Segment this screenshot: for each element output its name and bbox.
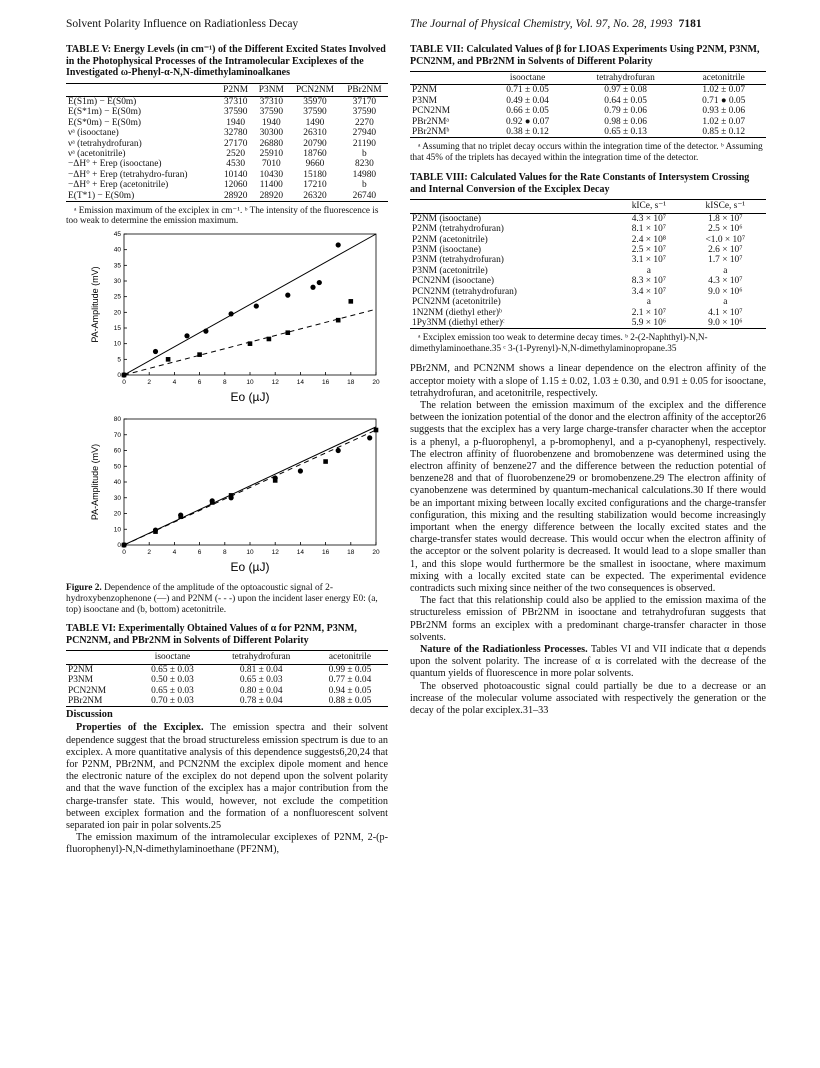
table7 [410, 71, 766, 138]
data-point-square [374, 428, 379, 433]
table5-cell: 32780 [223, 128, 248, 139]
y-tick-label: 50 [113, 463, 121, 471]
x-tick-label: 8 [222, 378, 227, 386]
table7-cell: 1.02 ± 0.07 [702, 85, 746, 96]
table8-cell: 2.4 × 10⁸ [631, 234, 667, 245]
table8-cell: P3NM (acetonitrile) [412, 265, 488, 276]
table7-row [410, 85, 766, 96]
body-p4-heading: Nature of the Radiationless Processes. [420, 643, 588, 655]
table6-header-cell: acetonitrile [312, 651, 388, 664]
table8-cell: 8.1 × 10⁷ [631, 224, 667, 235]
table5-cell: E(T*1) − E(S0m) [68, 190, 135, 201]
table8-cell: 5.9 × 10⁶ [631, 317, 667, 328]
table8-row [410, 308, 766, 318]
table8-cell: 2.6 × 10⁷ [708, 245, 743, 256]
data-point-square [122, 543, 127, 548]
table6-header-cell [66, 651, 134, 664]
table5-header-cell: P3NM [253, 83, 289, 96]
body-paragraph-1: PBr2NM, and PCN2NM shows a linear dependence on the electron affinity of the acceptor moiety with a slope of 1.15 ± 0.02, 1.03 ± 0.30, and 0.91 ± 0.05 for isooctane, tetrahydrofuran, and acetonitrile, respectively. [410, 363, 766, 399]
table8 [410, 199, 766, 329]
table7-cell: 0.71 ● 0.05 [702, 95, 746, 106]
table6-cell: 0.65 ± 0.03 [239, 675, 283, 686]
table5-cell: 37590 [223, 107, 248, 118]
table8-row [410, 224, 766, 234]
data-point-square [336, 318, 341, 323]
table6-cell: 0.81 ± 0.04 [239, 664, 283, 675]
data-point-square [210, 500, 215, 505]
table6-row [66, 664, 388, 675]
table5-cell: 37310 [223, 96, 248, 107]
table6-cell: 0.78 ± 0.04 [239, 695, 283, 706]
figure2-caption-label: Figure 2. [66, 582, 102, 593]
table5-cell: 37590 [303, 107, 327, 118]
figure2b-plot [66, 411, 388, 581]
body-paragraph-5: The observed photoacoustic signal could partially be due to a decrease or an increase of the molecular volume associated with respectively the generation or the decay of the polar exciplex.31–33 [410, 680, 766, 716]
table8-header-cell: kICe, s⁻¹ [613, 200, 685, 213]
y-tick-label: 40 [113, 478, 121, 486]
table6-cell: 0.65 ± 0.03 [151, 685, 194, 696]
table5-cell: 20790 [303, 138, 327, 149]
table8-footnote: ᵃ Exciplex emission too weak to determine decay times. ᵇ 2-(2-Naphthyl)-N,N-dimethylaminoethane.35 ᶜ 3-(1-Pyrenyl)-N,N-dimethylaminopropane.35 [410, 332, 708, 353]
x-tick-label: 20 [372, 548, 380, 556]
table7-cell: PBr2NMᵇ [412, 127, 450, 138]
table8-cell: <1.0 × 10⁷ [705, 234, 746, 245]
table6-header-cell: isooctane [134, 651, 210, 664]
table8-row [410, 235, 766, 245]
table6-title: TABLE VI: Experimentally Obtained Values of α for P2NM, P3NM, PCN2NM, and PBr2NM in Solvents of Different Polarity [66, 623, 357, 646]
table8-cell: 8.3 × 10⁷ [631, 276, 667, 287]
data-point-square [248, 341, 253, 346]
table8-row [410, 318, 766, 329]
y-tick-label: 10 [113, 340, 121, 348]
table8-cell: 2.5 × 10⁶ [708, 224, 743, 235]
data-point-square [273, 478, 278, 483]
figure2-caption [66, 583, 388, 615]
table7-cell: 0.97 ± 0.08 [604, 85, 647, 96]
y-axis-label: PA-Amplitude (mV) [90, 443, 100, 521]
table7-footnote: ᵃ Assuming that no triplet decay occurs within the integration time of the detector. ᵇ Assuming that 45% of the triplets has decayed within the integration time of the detector. [410, 141, 763, 162]
data-point-circle [336, 242, 341, 247]
table5-row [66, 107, 388, 117]
table6-cell: 0.88 ± 0.05 [328, 695, 372, 706]
table5-header-cell [66, 83, 218, 96]
x-tick-label: 8 [222, 548, 227, 556]
table7-header-cell [410, 72, 485, 85]
table5-row [66, 128, 388, 138]
table5-cell: 12060 [223, 180, 248, 191]
table5-cell: 28920 [223, 190, 248, 201]
table8-cell: 1Py3NM (diethyl ether)ᶜ [412, 317, 505, 328]
table7-cell: 0.64 ± 0.05 [604, 95, 647, 106]
table5-cell: νᵃ (acetonitrile) [68, 148, 126, 159]
discussion-p1-heading: Properties of the Exciplex. [76, 722, 204, 734]
y-tick-label: 15 [113, 324, 121, 332]
discussion-paragraph-2: The emission maximum of the intramolecular exciplexes of P2NM, 2-(p-fluorophenyl)-N,N-dimethylaminoethane (PF2NM), [66, 832, 388, 856]
data-point-circle [298, 468, 303, 473]
table5-cell: 26320 [303, 190, 327, 201]
table5-cell: νᵃ (isooctane) [68, 128, 119, 139]
y-tick-label: 45 [113, 230, 121, 238]
journal-header [410, 18, 702, 30]
y-tick-label: 35 [113, 262, 121, 270]
table8-row [410, 276, 766, 286]
table8-cell: 1N2NM (diethyl ether)ᵇ [412, 307, 502, 318]
table5-cell: 15180 [303, 169, 327, 180]
table8-title: TABLE VIII: Calculated Values for the Rate Constants of Intersystem Crossing and Internal Conversion of the Exciplex Decay [410, 172, 750, 195]
discussion-heading: Discussion [66, 709, 113, 721]
table5-cell: −ΔH° + Erep (isooctane) [68, 159, 162, 170]
x-tick-label: 20 [372, 378, 380, 386]
figure2-caption-text: Dependence of the amplitude of the optoacoustic signal of 2-hydroxybenzophenone (—) and P2NM (- - -) upon the incident laser energy E0: (a, top) isooctane and (b, bottom) acetonitrile. [66, 582, 378, 615]
table8-row [410, 287, 766, 297]
table5-cell: 14980 [352, 169, 377, 180]
table5-cell: 7010 [261, 159, 281, 170]
body-paragraph-2: The relation between the emission maximum of the exciplex and the difference between the ionization potential of the donor and the electron affinity of the acceptor26 suggests that the exciplex has a very large charge-transfer character when the acceptor is a phenyl, a p-fluorophenyl, a p-bromophenyl, and a p-cyanophenyl, respectively. The electron affinity of fluorobenzene and bromobenzene was determined using the electron affinity of benzene27 and the difference between the reduction potential of benzene28 and that of fluorobenzene29 or bromobenzene.29 The electron affinity of cyanobenzene was determined by quantum-mechanical calculations.30 If there would be an important mixing between locally excited configurations and the charge-transfer configuration, this mixing and the resulting stabilization would become increasingly important when the energy difference between the locally excited states and the charge-transfer states would decrease. This would occur when the electron affinity of the acceptor or the solvent polarity is decreased. It would lead to a slope smaller than 1, and this slope would furthermore be the smallest in isooctane, where maximum mixing with a locally excited state can be expected. The experimental evidence contradicts such mixing since neither of the two consequences is observed. [410, 399, 766, 594]
table7-cell: P2NM [412, 85, 438, 96]
y-tick-label: 0 [117, 541, 121, 549]
table5-cell: 37590 [352, 107, 377, 118]
table5-row [66, 191, 388, 202]
table5-cell: 30300 [259, 128, 284, 139]
table5-cell: −ΔH° + Erep (acetonitrile) [68, 180, 169, 191]
table7-cell: P3NM [412, 95, 438, 106]
table8-cell: 9.0 × 10⁶ [708, 317, 743, 328]
table8-row [410, 245, 766, 255]
table5-cell: 28920 [259, 190, 284, 201]
table5-cell: 26740 [352, 190, 377, 201]
table5-cell: 18760 [303, 148, 327, 159]
table5-header-cell: P2NM [218, 83, 254, 96]
y-tick-label: 0 [117, 371, 121, 379]
table5-row [66, 149, 388, 159]
table8-cell: 2.5 × 10⁷ [631, 245, 667, 256]
table7-header-cell: tetrahydrofuran [570, 72, 682, 85]
table5-footnote: ᵃ Emission maximum of the exciplex in cm⁻¹. ᵇ The intensity of the fluorescence is too weak to determine the emission maximum. [66, 204, 379, 226]
table8-cell: PCN2NM (isooctane) [412, 276, 495, 287]
table5-cell: E(S1m) − E(S0m) [68, 96, 137, 107]
y-tick-label: 25 [113, 293, 121, 301]
table5-cell: 2520 [226, 148, 246, 159]
table6 [66, 650, 388, 707]
data-point-circle [367, 435, 372, 440]
x-tick-label: 6 [197, 548, 202, 556]
table5-cell: νᵃ (tetrahydrofuran) [68, 138, 142, 149]
data-point-circle [153, 349, 158, 354]
table7-cell: 0.92 ● 0.07 [505, 116, 550, 127]
table8-cell: PCN2NM (acetonitrile) [412, 297, 501, 308]
table5-cell: b [362, 148, 367, 159]
table5-row [66, 96, 388, 107]
fit-line-solid [124, 427, 376, 545]
table6-cell: 0.70 ± 0.03 [151, 695, 194, 706]
x-tick-label: 4 [172, 548, 177, 556]
table5-cell: 1940 [226, 117, 246, 128]
table8-cell: a [646, 297, 651, 308]
x-tick-label: 2 [147, 548, 152, 556]
table7-cell: PBr2NMᵃ [412, 116, 449, 127]
plot-frame [124, 419, 376, 545]
table8-cell: 1.8 × 10⁷ [708, 213, 743, 224]
table7-row [410, 117, 766, 127]
table5-cell: 26880 [259, 138, 284, 149]
data-point-square [153, 529, 158, 534]
table5-cell: 26310 [303, 128, 327, 139]
table7-row [410, 96, 766, 106]
table8-cell: 3.1 × 10⁷ [631, 255, 667, 266]
table8-cell: P2NM (tetrahydrofuran) [412, 224, 504, 235]
table5-cell: E(S*0m) − E(S0m) [68, 117, 141, 128]
table6-cell: 0.77 ± 0.04 [328, 675, 372, 686]
data-point-circle [203, 329, 208, 334]
table5-row [66, 118, 388, 128]
table6-cell: 0.94 ± 0.05 [328, 685, 372, 696]
x-tick-label: 12 [271, 548, 279, 556]
data-point-square [267, 337, 272, 342]
data-point-square [122, 373, 127, 378]
x-tick-label: 0 [122, 378, 126, 386]
y-tick-label: 30 [113, 494, 121, 502]
body-paragraph-3: The fact that this relationship could also be applied to the emission maxima of the structureless emission of PBr2NM in isooctane and tetrahydrofuran suggests that PBr2NM forms an exciplex with a predominant charge-transfer character in those solvents. [410, 595, 766, 643]
table5-cell: 17210 [303, 180, 327, 191]
table8-cell: P3NM (tetrahydrofuran) [412, 255, 504, 266]
table5-cell: 37310 [259, 96, 284, 107]
table6-cell: 0.50 ± 0.03 [151, 675, 194, 686]
data-point-circle [229, 311, 234, 316]
figure2a-plot [66, 226, 388, 411]
table6-cell: 0.65 ± 0.03 [151, 664, 194, 675]
table8-cell: 3.4 × 10⁷ [631, 286, 667, 297]
table7-cell: 0.71 ± 0.05 [506, 85, 549, 96]
x-tick-label: 14 [296, 548, 305, 556]
table5-header-cell: PBr2NM [341, 83, 388, 96]
discussion-paragraph-1 [66, 722, 388, 832]
table8-row [410, 213, 766, 224]
table5-cell: 4530 [226, 159, 246, 170]
table5-cell: 37170 [352, 96, 377, 107]
table7-cell: 0.98 ± 0.06 [604, 116, 647, 127]
table7-row [410, 127, 766, 138]
table5-row [66, 139, 388, 149]
discussion-p1-text: The emission spectra and their solvent dependence suggest that the broad structureless emission spectrum is due to an exciplex. A more quantitative analysis of this dependence suggests6,20,24 that for P2NM, PBr2NM, and PCN2NM the exciplex dipole moment and hence the electronic nature of the exciplex do not depend upon the solvent polarity and that the wave function of the exciplex has a major contribution from the charge-transfer state. This would, however, not exclude the competition between exciplex formation and the formation of a nonfluorescent solvent separated ion pair in polar solvents.25 [66, 722, 388, 832]
data-point-square [178, 514, 183, 519]
table5-cell: E(S*1m) − E(S0m) [68, 107, 141, 118]
table6-cell: 0.80 ± 0.04 [239, 685, 283, 696]
table5-cell: 2270 [355, 117, 374, 128]
table7-title: TABLE VII: Calculated Values of β for LIOAS Experiments Using P2NM, P3NM, PCN2NM, and PBr2NM in Solvents of Different Polarity [410, 44, 760, 67]
data-point-square [323, 459, 328, 464]
x-axis-label: Eo (µJ) [230, 559, 270, 574]
y-tick-label: 20 [113, 309, 121, 317]
table5-cell: 27940 [352, 128, 377, 139]
data-point-square [197, 352, 202, 357]
table7-cell: 0.65 ± 0.13 [604, 127, 647, 138]
table8-cell: 4.3 × 10⁷ [631, 213, 667, 224]
y-tick-label: 40 [113, 246, 121, 254]
table8-row [410, 266, 766, 276]
x-tick-label: 14 [296, 378, 305, 386]
x-tick-label: 10 [246, 548, 254, 556]
y-tick-label: 5 [117, 356, 121, 364]
table5-row [66, 159, 388, 169]
table7-row [410, 106, 766, 116]
data-point-square [286, 330, 291, 335]
body-paragraph-4 [410, 644, 766, 681]
y-tick-label: 80 [113, 415, 121, 423]
table6-cell: 0.99 ± 0.05 [328, 664, 372, 675]
data-point-circle [310, 285, 315, 290]
table7-cell: PCN2NM [412, 106, 451, 117]
table7-cell: 0.38 ± 0.12 [506, 127, 549, 138]
table8-header-cell: kISCe, s⁻¹ [685, 200, 766, 213]
table5-cell: 37590 [259, 107, 284, 118]
data-point-circle [336, 448, 341, 453]
y-tick-label: 10 [113, 526, 121, 534]
table7-cell: 1.02 ± 0.07 [702, 116, 746, 127]
table8-cell: 4.3 × 10⁷ [708, 276, 743, 287]
table5-cell: 35970 [303, 96, 327, 107]
data-point-square [349, 299, 354, 304]
table5-cell: 1490 [305, 117, 325, 128]
table7-header-cell: acetonitrile [681, 72, 766, 85]
page-number: 7181 [678, 18, 702, 30]
table6-row [66, 686, 388, 696]
left-column [66, 44, 388, 857]
table5-cell: b [362, 180, 367, 191]
table5-cell: −ΔH° + Erep (tetrahydro-furan) [68, 169, 188, 180]
table8-cell: a [646, 265, 651, 276]
table6-header-cell: tetrahydrofuran [210, 651, 312, 664]
table8-cell: 2.1 × 10⁷ [631, 307, 667, 318]
table5-cell: 9660 [305, 159, 325, 170]
table5-row [66, 180, 388, 190]
data-point-square [166, 357, 171, 362]
x-tick-label: 18 [347, 378, 355, 386]
table5-title: TABLE V: Energy Levels (in cm⁻¹) of the Different Excited States Involved in the Photophysical Processes of the Intramolecular Exciplexes of the Investigated ω-Phenyl-α-N,N-dimethylaminoalkanes [66, 44, 386, 78]
y-tick-label: 60 [113, 447, 121, 455]
x-tick-label: 18 [347, 548, 355, 556]
x-tick-label: 16 [321, 378, 330, 386]
table8-cell: 4.1 × 10⁷ [708, 307, 743, 318]
y-tick-label: 20 [113, 510, 121, 518]
table6-cell: P2NM [68, 664, 94, 675]
y-axis-label: PA-Amplitude (mV) [90, 266, 100, 343]
body-p4-text: Tables VI and VII indicate that α depends upon the solvent polarity. The increase of α is correlated with the decrease of the quantum yields of fluorescence in more polar solvents. [410, 643, 766, 680]
table5-cell: 1940 [261, 117, 281, 128]
data-point-circle [254, 303, 259, 308]
x-tick-label: 6 [197, 378, 202, 386]
table5-cell: 25910 [259, 148, 284, 159]
table6-row [66, 675, 388, 685]
table5-cell: 8230 [355, 159, 374, 170]
table5-cell: 10430 [259, 169, 284, 180]
table8-cell: 9.0 × 10⁶ [708, 286, 743, 297]
y-tick-label: 70 [113, 431, 121, 439]
table5-cell: 27170 [223, 138, 248, 149]
table5 [66, 83, 388, 202]
fit-line-solid [124, 234, 376, 375]
table8-cell: 1.7 × 10⁷ [708, 255, 743, 266]
x-tick-label: 16 [321, 548, 330, 556]
table5-header-cell: PCN2NM [289, 83, 341, 96]
table8-cell: P2NM (isooctane) [412, 213, 481, 224]
table6-cell: PBr2NM [68, 695, 103, 706]
table7-header-cell: isooctane [485, 72, 570, 85]
table8-cell: P2NM (acetonitrile) [412, 234, 488, 245]
running-header: Solvent Polarity Influence on Radiationless Decay [66, 18, 299, 30]
table8-row [410, 255, 766, 265]
x-tick-label: 12 [271, 378, 279, 386]
table6-row [66, 696, 388, 707]
table7-cell: 0.66 ± 0.05 [506, 106, 549, 117]
data-point-circle [184, 333, 189, 338]
table5-cell: 21190 [352, 138, 376, 149]
x-tick-label: 2 [147, 378, 152, 386]
table5-cell: 11400 [259, 180, 283, 191]
right-column [410, 44, 766, 717]
table7-cell: 0.85 ± 0.12 [702, 127, 746, 138]
x-axis-label: Eo (µJ) [230, 389, 270, 404]
table8-header-cell [410, 200, 613, 213]
x-tick-label: 0 [122, 548, 126, 556]
table8-cell: a [723, 297, 728, 308]
table5-cell: 10140 [223, 169, 248, 180]
x-tick-label: 4 [172, 378, 177, 386]
data-point-square [229, 493, 234, 498]
data-point-circle [317, 280, 322, 285]
table6-cell: PCN2NM [68, 685, 107, 696]
y-tick-label: 30 [113, 277, 121, 285]
journal-name: The Journal of Physical Chemistry, Vol. 97, No. 28, 1993 [410, 18, 673, 30]
table7-cell: 0.93 ± 0.06 [702, 106, 746, 117]
table8-cell: PCN2NM (tetrahydrofuran) [412, 286, 517, 297]
table8-cell: P3NM (isooctane) [412, 245, 481, 256]
table8-cell: a [723, 265, 728, 276]
table8-row [410, 297, 766, 307]
table5-row [66, 170, 388, 180]
table7-cell: 0.49 ± 0.04 [506, 95, 549, 106]
table6-cell: P3NM [68, 675, 94, 686]
x-tick-label: 10 [246, 378, 254, 386]
table7-cell: 0.79 ± 0.06 [604, 106, 647, 117]
data-point-circle [285, 292, 290, 297]
